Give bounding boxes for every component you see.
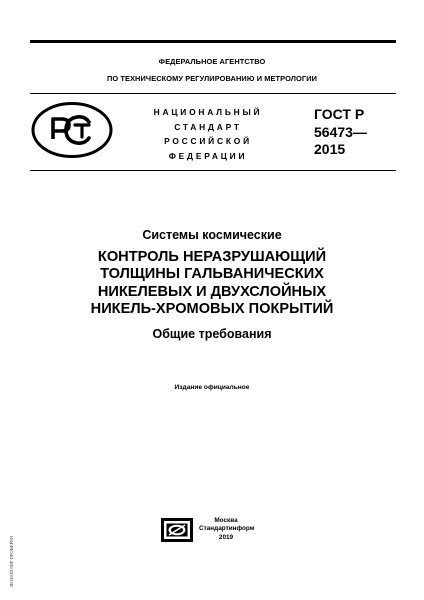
document-title bbox=[0, 249, 424, 318]
national-line: НАЦИОНАЛЬНЫЙ bbox=[153, 107, 263, 117]
agency-line-1: ФЕДЕРАЛЬНОЕ АГЕНТСТВО bbox=[158, 57, 266, 66]
national-line: СТАНДАРТ bbox=[174, 121, 242, 132]
gost-line: 2015 bbox=[314, 141, 346, 157]
rst-emblem-icon bbox=[31, 101, 113, 159]
edition-label: Издание официальное bbox=[174, 384, 250, 391]
top-rule bbox=[30, 40, 396, 43]
national-line: РОССИЙСКОЙ bbox=[164, 136, 252, 146]
title-line: КОНТРОЛЬ НЕРАЗРУШАЮЩИЙ bbox=[97, 249, 327, 265]
standartinform-logo-icon bbox=[160, 517, 194, 543]
publisher-year: 2019 bbox=[218, 533, 234, 541]
gost-designation bbox=[314, 106, 394, 159]
publisher-city: Москва bbox=[214, 517, 238, 524]
side-note-text: ЭКЗЕМПЛЯР ПРОВЕРЕН bbox=[9, 535, 14, 588]
gost-line: 56473— bbox=[314, 123, 367, 140]
lower-rule bbox=[30, 170, 396, 171]
gost-line: ГОСТ Р bbox=[314, 106, 365, 122]
document-series: Системы космические bbox=[142, 228, 282, 242]
publisher-name: Стандартинформ bbox=[199, 525, 255, 533]
middle-rule bbox=[30, 93, 396, 94]
side-note bbox=[6, 520, 16, 590]
title-line: НИКЕЛЬ-ХРОМОВЫХ ПОКРЫТИЙ bbox=[90, 300, 334, 317]
national-standard-label bbox=[138, 105, 278, 163]
publisher-info bbox=[199, 517, 253, 542]
agency-line-2: ПО ТЕХНИЧЕСКОМУ РЕГУЛИРОВАНИЮ И МЕТРОЛОГИИ bbox=[106, 74, 318, 83]
title-line: НИКЕЛЕВЫХ И ДВУХСЛОЙНЫХ bbox=[97, 283, 327, 300]
national-line: ФЕДЕРАЦИИ bbox=[168, 150, 248, 161]
title-line: ТОЛЩИНЫ ГАЛЬВАНИЧЕСКИХ bbox=[100, 266, 324, 283]
document-subtitle: Общие требования bbox=[152, 327, 272, 341]
